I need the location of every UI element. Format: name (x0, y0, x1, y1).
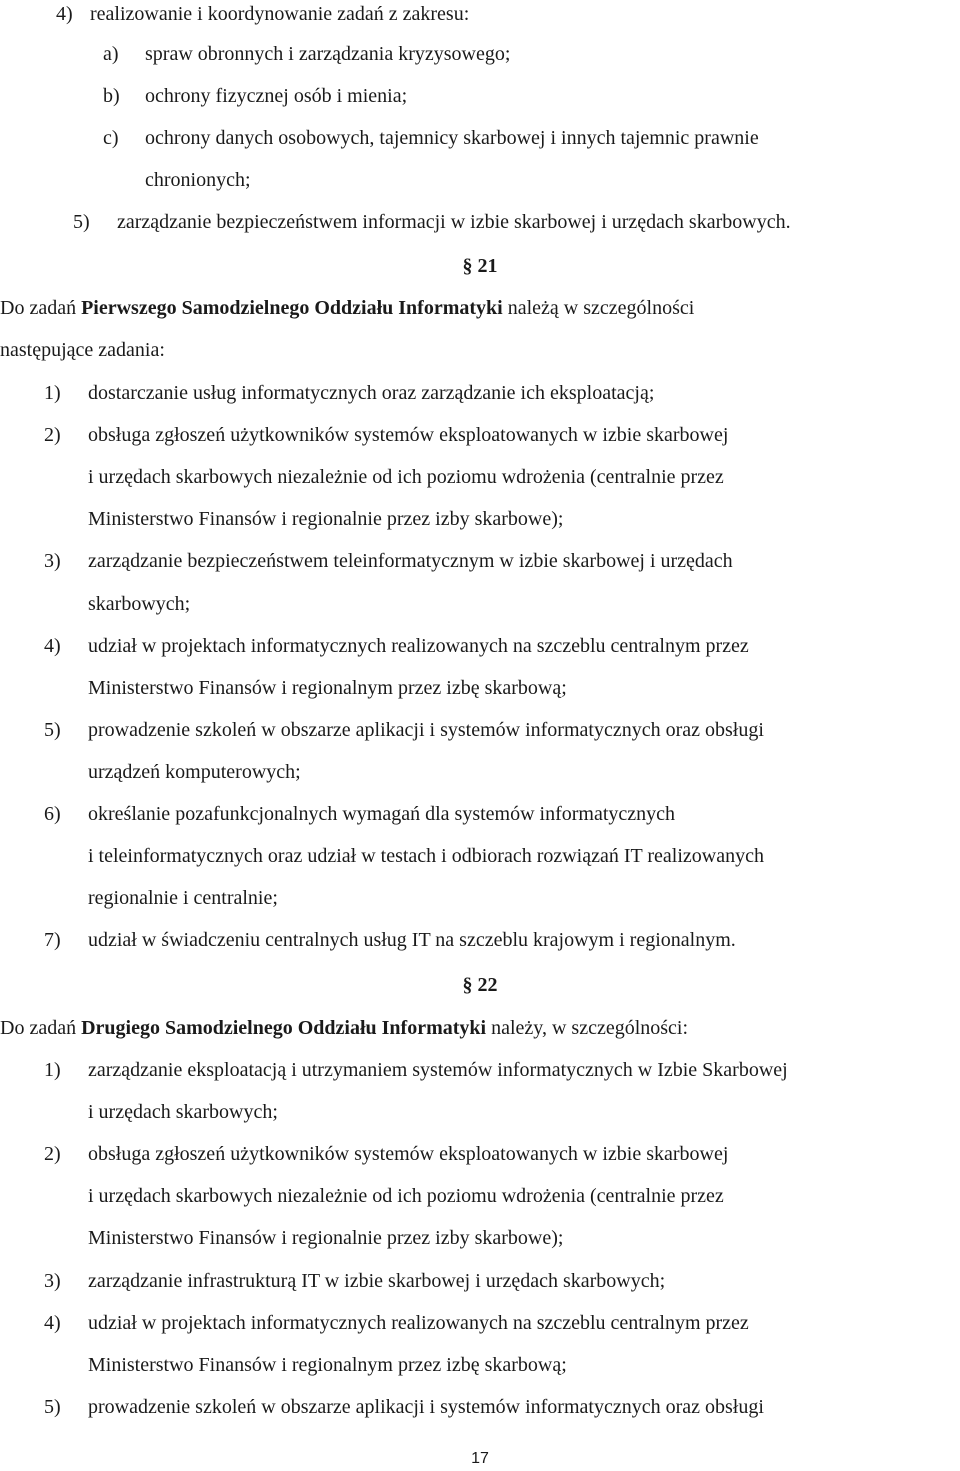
list-item-continuation (88, 758, 301, 786)
sub-item-a (103, 40, 510, 68)
item-text: zarządzanie eksploatacją i utrzymaniem systemów informatycznych w Izbie Skarbowej (88, 1059, 788, 1081)
item-number: 7) (44, 929, 61, 952)
item-text: prowadzenie szkoleń w obszarze aplikacji i systemów informatycznych oraz obsługi (88, 1395, 764, 1418)
item-number: 6) (44, 803, 61, 825)
list-item (44, 632, 749, 660)
item-text: obsługa zgłoszeń użytkowników systemów eksploatowanych w izbie skarbowej (88, 1143, 729, 1166)
page-number: 17 (471, 1450, 489, 1467)
item-number: a) (103, 43, 119, 65)
list-item (44, 379, 654, 407)
item-text: urządzeń komputerowych; (88, 760, 301, 783)
item-number: c) (103, 127, 119, 149)
item-number: 2) (44, 1143, 61, 1166)
item-number: 2) (44, 424, 61, 447)
section-22-intro: Do zadań Drugiego Samodzielnego Oddziału Informatyki należy, w szczególności: (0, 1017, 689, 1039)
list-item (44, 1309, 749, 1337)
list-item-continuation (88, 1182, 724, 1210)
item-number: 5) (73, 211, 90, 233)
item-text: Ministerstwo Finansów i regionalnie przez izby skarbowe); (88, 1227, 564, 1250)
list-item-continuation (88, 463, 724, 491)
list-item-continuation (88, 884, 278, 912)
list-item-continuation (88, 1224, 563, 1252)
list-item-continuation (88, 674, 567, 702)
list-item-continuation (88, 1351, 567, 1379)
item-text: i urzędach skarbowych niezależnie od ich poziomu wdrożenia (centralnie przez (88, 1185, 724, 1208)
section-22-heading: § 22 (462, 974, 498, 996)
list-item-continuation (88, 590, 190, 618)
section-21-intro: Do zadań Pierwszego Samodzielnego Oddziału Informatyki należą w szczególności (0, 297, 695, 319)
item-text: skarbowych; (88, 592, 191, 615)
list-item (44, 1393, 764, 1421)
item-text: zarządzanie infrastrukturą IT w izbie skarbowej i urzędach skarbowych; (88, 1269, 666, 1292)
item-text: obsługa zgłoszeń użytkowników systemów eksploatowanych w izbie skarbowej (88, 424, 729, 447)
item-number: 3) (44, 550, 61, 573)
item-number: 1) (44, 382, 61, 404)
item-number: 4) (44, 634, 61, 657)
item-text: określanie pozafunkcjonalnych wymagań dla systemów informatycznych (88, 803, 676, 825)
item-number: 5) (44, 1395, 61, 1418)
section-21-intro-cont: następujące zadania: (0, 339, 165, 361)
item-text: spraw obronnych i zarządzania kryzysowego; (145, 43, 511, 65)
item-number: 4) (56, 3, 73, 25)
list-item-4 (56, 0, 469, 28)
item-text: Ministerstwo Finansów i regionalnym przez izbę skarbową; (88, 1353, 567, 1376)
list-item-continuation (88, 1098, 278, 1126)
item-text: dostarczanie usług informatycznych oraz zarządzanie ich eksploatacją; (88, 382, 655, 404)
item-number: 1) (44, 1059, 61, 1081)
item-text: i teleinformatycznych oraz udział w testach i odbiorach rozwiązań IT realizowanych (88, 845, 764, 868)
sub-item-c-continuation (145, 166, 251, 194)
list-item-continuation (88, 505, 563, 533)
item-text: realizowanie i koordynowanie zadań z zakresu: (90, 3, 470, 25)
sub-item-c (103, 124, 759, 152)
list-item (44, 1140, 728, 1168)
item-number: 4) (44, 1311, 61, 1334)
list-item-continuation (88, 842, 764, 870)
item-text: udział w świadczeniu centralnych usług IT na szczeblu krajowym i regionalnym. (88, 929, 736, 952)
item-text: Ministerstwo Finansów i regionalnie przez izby skarbowe); (88, 508, 564, 531)
item-text: udział w projektach informatycznych realizowanych na szczeblu centralnym przez (88, 1311, 749, 1334)
item-text: zarządzanie bezpieczeństwem teleinformatycznym w izbie skarbowej i urzędach (88, 550, 733, 573)
item-text: ochrony fizycznej osób i mienia; (145, 85, 408, 107)
list-item (44, 1267, 665, 1295)
item-text: chronionych; (145, 169, 251, 191)
item-text: ochrony danych osobowych, tajemnicy skarbowej i innych tajemnic prawnie (145, 127, 759, 149)
item-number: 5) (44, 718, 61, 741)
item-text: i urzędach skarbowych; (88, 1101, 278, 1124)
sub-item-b (103, 82, 407, 110)
list-item (44, 716, 764, 744)
list-item-5 (73, 208, 791, 236)
item-text: udział w projektach informatycznych realizowanych na szczeblu centralnym przez (88, 634, 749, 657)
item-text: zarządzanie bezpieczeństwem informacji w izbie skarbowej i urzędach skarbowych. (117, 211, 791, 233)
list-item (44, 1056, 788, 1084)
item-number: b) (103, 85, 120, 107)
list-item (44, 547, 733, 575)
item-text: prowadzenie szkoleń w obszarze aplikacji i systemów informatycznych oraz obsługi (88, 718, 764, 741)
item-text: Ministerstwo Finansów i regionalnym przez izbę skarbową; (88, 676, 567, 699)
item-text: regionalnie i centralnie; (88, 887, 278, 910)
item-text: i urzędach skarbowych niezależnie od ich poziomu wdrożenia (centralnie przez (88, 466, 724, 489)
section-21-heading: § 21 (462, 255, 498, 277)
list-item (44, 926, 736, 954)
item-number: 3) (44, 1269, 61, 1292)
list-item (44, 800, 675, 828)
list-item (44, 421, 728, 449)
